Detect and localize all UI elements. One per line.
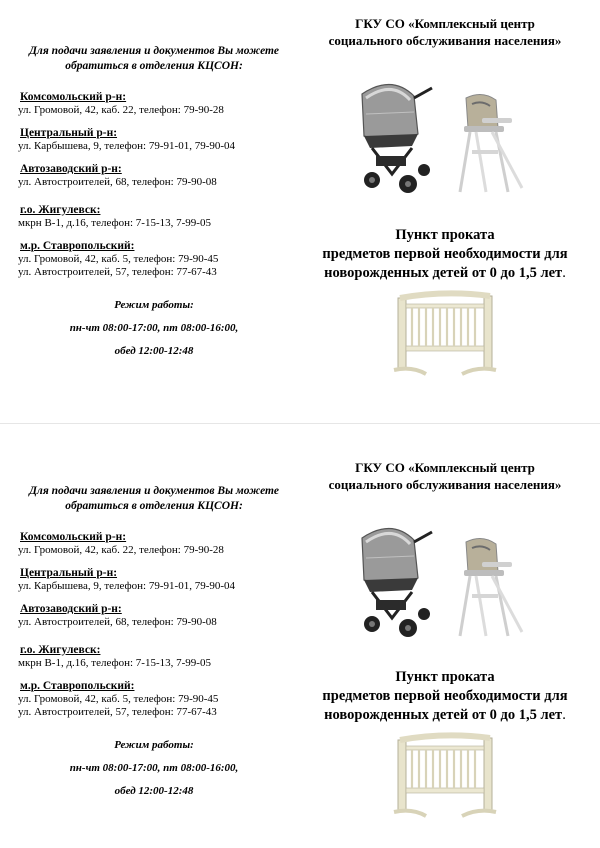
baby-crib-image: [392, 732, 498, 824]
schedule-title: Режим работы:: [114, 299, 194, 311]
district-address: ул. Громовой, 42, каб. 22, телефон: 79-90-28: [18, 104, 224, 116]
org-title-line: социального обслуживания населения»: [328, 477, 562, 492]
org-title: [300, 459, 590, 493]
district-address: ул. Автостроителей, 68, телефон: 79-90-08: [18, 176, 217, 188]
district-address: мкрн В-1, д.16, телефон: 7-15-13, 7-99-05: [18, 217, 211, 229]
district-zhigulevsk: [18, 643, 290, 670]
service-title-line: новорожденных детей от 0 до 1,5 лет: [324, 265, 563, 281]
schedule-hours: пн-чт 08:00-17:00, пт 08:00-16:00,: [69, 762, 239, 774]
org-title-line: ГКУ СО «Комплексный центр: [355, 16, 535, 31]
district-address: мкрн В-1, д.16, телефон: 7-15-13, 7-99-05: [18, 657, 211, 669]
district-name: Центральный р-н:: [20, 127, 118, 139]
district-address: ул. Автостроителей, 57, телефон: 77-67-43: [18, 266, 217, 278]
org-title: [300, 15, 590, 49]
district-avtozavodsky: [18, 162, 290, 189]
district-address: ул. Автостроителей, 57, телефон: 77-67-43: [18, 706, 217, 718]
schedule: [18, 299, 290, 357]
district-name: Комсомольский р-н:: [20, 531, 127, 543]
schedule-title: Режим работы:: [114, 739, 194, 751]
district-name: м.р. Ставропольский:: [20, 680, 135, 692]
district-name: Комсомольский р-н:: [20, 91, 127, 103]
service-title-dot: .: [562, 707, 566, 723]
district-address: ул. Громовой, 42, каб. 5, телефон: 79-90-45: [18, 693, 219, 705]
intro-line: Для подачи заявления и документов Вы можете: [29, 485, 279, 497]
district-name: г.о. Жигулевск:: [20, 204, 101, 216]
service-title: [300, 226, 590, 283]
district-name: Автозаводский р-н:: [20, 163, 122, 175]
district-address: ул. Громовой, 42, каб. 22, телефон: 79-90-28: [18, 544, 224, 556]
high-chair-image: [452, 536, 528, 640]
district-central: [18, 126, 290, 153]
flyer-bottom: [0, 424, 600, 848]
service-title-line: новорожденных детей от 0 до 1,5 лет: [324, 707, 563, 723]
service-title-line: Пункт проката: [395, 669, 495, 685]
intro-line: обратиться в отделения КЦСОН:: [65, 500, 243, 512]
service-title-line: Пункт проката: [395, 227, 495, 243]
district-address: ул. Громовой, 42, каб. 5, телефон: 79-90-45: [18, 253, 219, 265]
schedule-hours: пн-чт 08:00-17:00, пт 08:00-16:00,: [69, 322, 239, 334]
district-central: [18, 566, 290, 593]
intro-line: обратиться в отделения КЦСОН:: [65, 60, 243, 72]
high-chair-image: [452, 92, 528, 196]
district-zhigulevsk: [18, 203, 290, 230]
district-avtozavodsky: [18, 602, 290, 629]
schedule-lunch: обед 12:00-12:48: [114, 785, 194, 797]
district-name: м.р. Ставропольский:: [20, 240, 135, 252]
org-title-line: ГКУ СО «Комплексный центр: [355, 460, 535, 475]
service-title-line: предметов первой необходимости для: [322, 688, 568, 704]
district-address: ул. Автостроителей, 68, телефон: 79-90-08: [18, 616, 217, 628]
district-name: г.о. Жигулевск:: [20, 644, 101, 656]
district-komsomolsky: [18, 90, 290, 117]
district-name: Центральный р-н:: [20, 567, 118, 579]
intro-line: Для подачи заявления и документов Вы можете: [29, 45, 279, 57]
district-name: Автозаводский р-н:: [20, 603, 122, 615]
schedule: [18, 739, 290, 797]
stroller-image: [352, 518, 440, 640]
district-address: ул. Карбышева, 9, телефон: 79-91-01, 79-90-04: [18, 580, 236, 592]
intro-text: [18, 44, 290, 74]
district-komsomolsky: [18, 530, 290, 557]
intro-text: [18, 484, 290, 514]
baby-crib-image: [392, 290, 498, 382]
contacts-column: [18, 484, 290, 808]
service-title: [300, 668, 590, 725]
contacts-column: [18, 44, 290, 368]
service-title-dot: .: [562, 265, 566, 281]
district-address: ул. Карбышева, 9, телефон: 79-91-01, 79-90-04: [18, 140, 236, 152]
schedule-lunch: обед 12:00-12:48: [114, 345, 194, 357]
district-stavropolsky: [18, 679, 290, 719]
stroller-image: [352, 74, 440, 196]
org-title-line: социального обслуживания населения»: [328, 33, 562, 48]
service-title-line: предметов первой необходимости для: [322, 246, 568, 262]
district-stavropolsky: [18, 239, 290, 279]
